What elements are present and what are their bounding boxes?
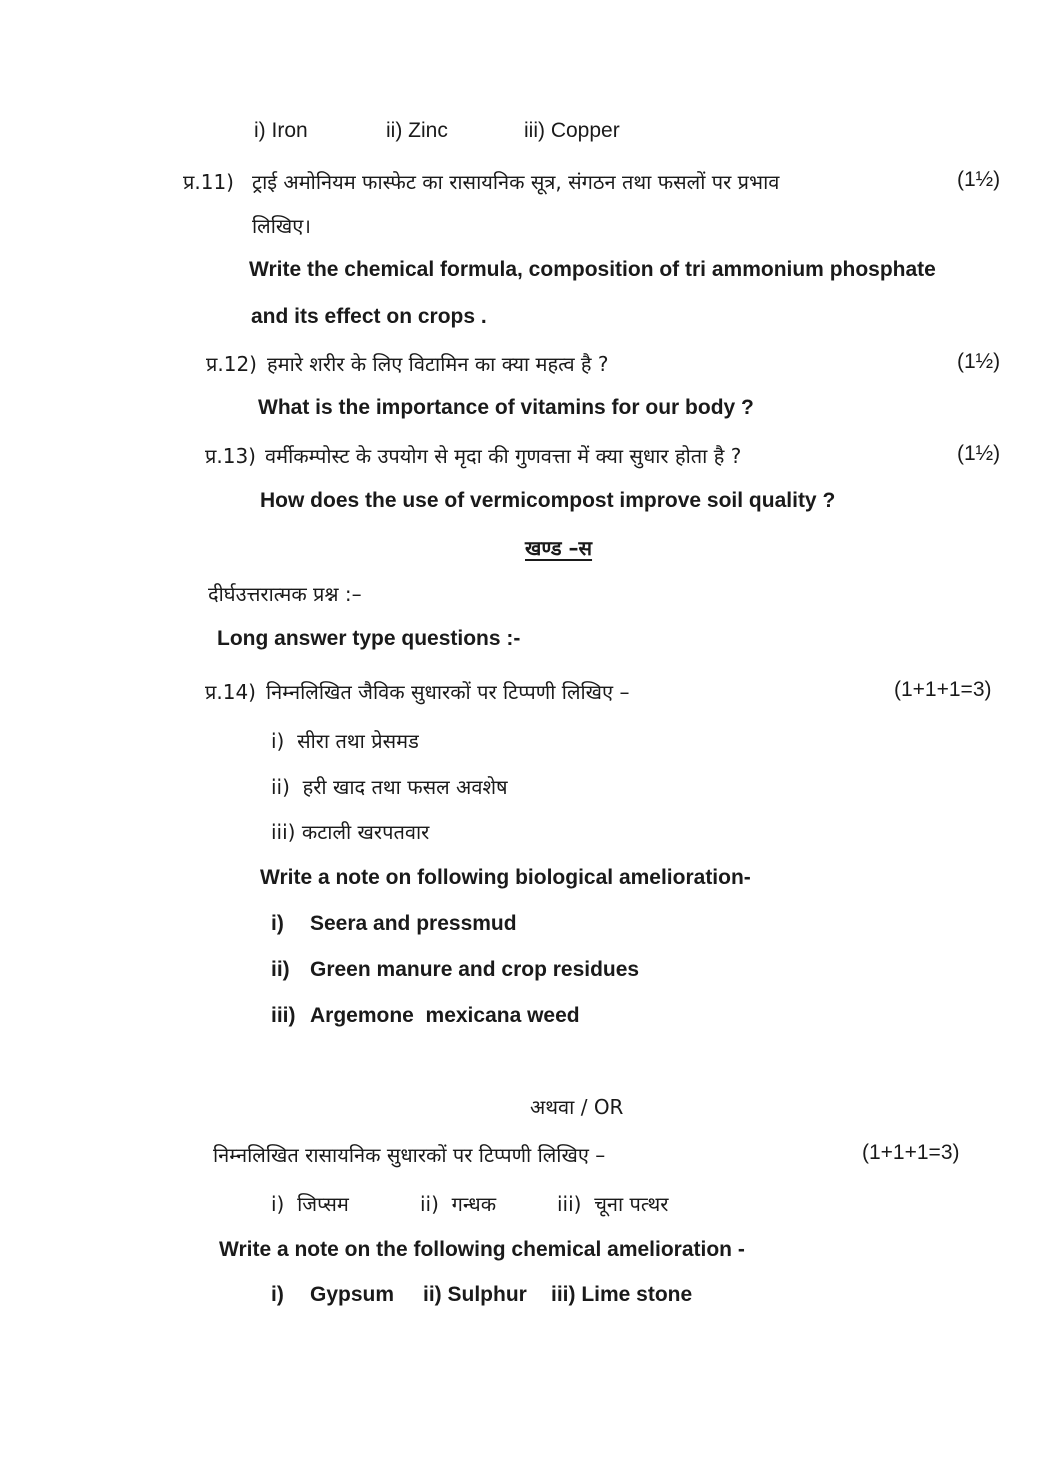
q11-number: प्र.11) bbox=[183, 170, 234, 194]
or-hindi-item: iii) चूना पत्थर bbox=[557, 1192, 669, 1216]
section-title: खण्ड –स bbox=[525, 536, 593, 560]
section-hindi-heading: दीर्घउत्तरात्मक प्रश्न :– bbox=[208, 582, 362, 606]
q11-english-line1: Write the chemical formula, composition of tri ammonium phosphate bbox=[249, 258, 936, 281]
q11-marks: (1½) bbox=[957, 168, 1001, 191]
or-hindi-item: ii) गन्धक bbox=[420, 1192, 497, 1216]
q10-option-zinc: ii) Zinc bbox=[386, 119, 448, 142]
or-english: Write a note on the following chemical amelioration - bbox=[219, 1238, 745, 1261]
q12-number: प्र.12) bbox=[206, 352, 257, 376]
q14-hindi: निम्नलिखित जैविक सुधारकों पर टिप्पणी लिखिए – bbox=[266, 680, 630, 704]
or-marks: (1+1+1=3) bbox=[862, 1141, 960, 1164]
q12-marks: (1½) bbox=[957, 350, 1001, 373]
q14-english-item-text: Argemone mexicana weed bbox=[310, 1004, 580, 1027]
q11-hindi-line1: ट्राई अमोनियम फास्फेट का रासायनिक सूत्र, संगठन तथा फसलों पर प्रभाव bbox=[252, 170, 780, 194]
q13-number: प्र.13) bbox=[205, 444, 256, 468]
q14-english-item-text: Seera and pressmud bbox=[310, 912, 517, 935]
q13-hindi: वर्मीकम्पोस्ट के उपयोग से मृदा की गुणवत्ता में क्या सुधार होता है ? bbox=[265, 444, 742, 468]
section-english-heading: Long answer type questions :- bbox=[217, 627, 521, 650]
or-english-item: ii) Sulphur bbox=[423, 1283, 527, 1306]
q10-option-iron: i) Iron bbox=[254, 119, 308, 142]
q14-english: Write a note on following biological amelioration- bbox=[260, 866, 751, 889]
q14-hindi-item: ii) हरी खाद तथा फसल अवशेष bbox=[271, 775, 508, 799]
q14-english-item-num: iii) bbox=[271, 1004, 296, 1027]
q14-english-item-num: ii) bbox=[271, 958, 290, 981]
q12-english: What is the importance of vitamins for our body ? bbox=[258, 396, 754, 419]
or-hindi-item: i) जिप्सम bbox=[271, 1192, 349, 1216]
or-hindi: निम्नलिखित रासायनिक सुधारकों पर टिप्पणी लिखिए – bbox=[213, 1143, 606, 1167]
q10-option-copper: iii) Copper bbox=[524, 119, 620, 142]
q14-number: प्र.14) bbox=[205, 680, 256, 704]
or-english-item: Gypsum bbox=[310, 1283, 395, 1306]
q14-marks: (1+1+1=3) bbox=[894, 678, 992, 701]
q13-marks: (1½) bbox=[957, 442, 1001, 465]
q11-english-line2: and its effect on crops . bbox=[251, 305, 487, 328]
or-english-item: iii) Lime stone bbox=[551, 1283, 693, 1306]
q12-hindi: हमारे शरीर के लिए विटामिन का क्या महत्व है ? bbox=[267, 352, 609, 376]
or-english-item: i) bbox=[271, 1283, 284, 1306]
q13-english: How does the use of vermicompost improve soil quality ? bbox=[260, 489, 836, 512]
q14-hindi-item: i) सीरा तथा प्रेसमड bbox=[271, 729, 419, 753]
or-label: अथवा / OR bbox=[530, 1095, 624, 1119]
q11-hindi-line2: लिखिए। bbox=[252, 214, 311, 238]
q14-hindi-item: iii) कटाली खरपतवार bbox=[271, 820, 430, 844]
q14-english-item-text: Green manure and crop residues bbox=[310, 958, 640, 981]
q14-english-item-num: i) bbox=[271, 912, 284, 935]
